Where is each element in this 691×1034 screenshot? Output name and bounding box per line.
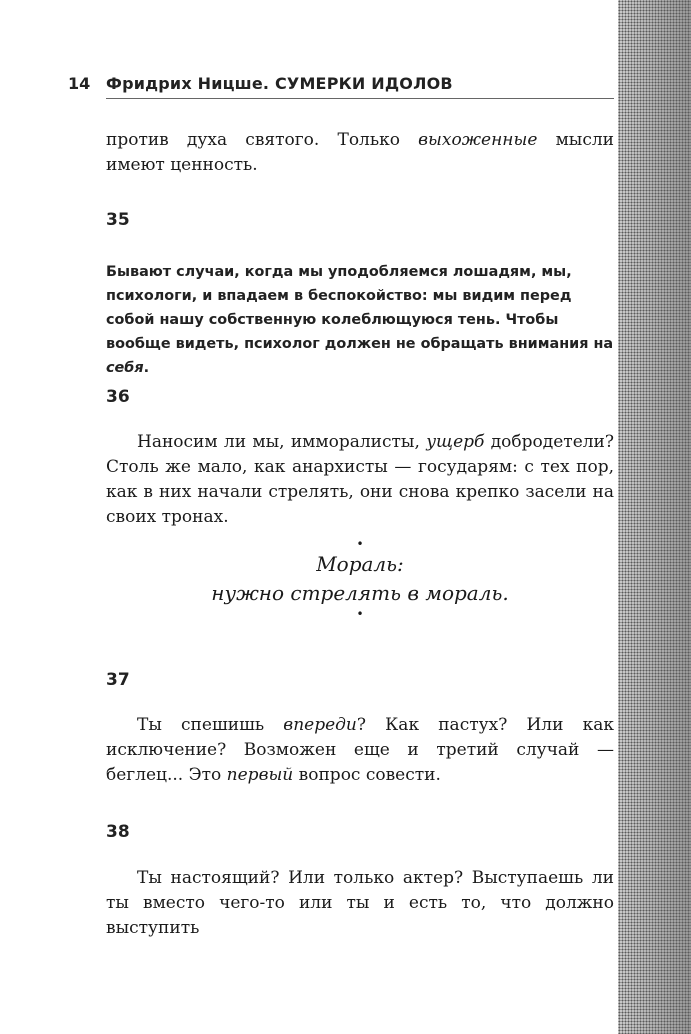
text-run: вопрос совести. (293, 765, 441, 785)
text-run: Бывают случаи, когда мы уподобляемся лошадям, мы, психологи, и впадаем в беспокойство: мы видим перед собой нашу собственную колеблющуюся тень. Чтобы вообще видеть, психолог должен не обращать внимания на (106, 264, 614, 352)
text-run: Наносим ли мы, имморалисты, (137, 432, 427, 452)
text-run: . (143, 360, 150, 376)
bullet-bottom: • (356, 607, 364, 621)
section-36-block (106, 430, 614, 530)
text-run: мысли имеют ценность. (106, 130, 614, 175)
motto-line-2: нужно стрелять в мораль. (211, 581, 509, 605)
page-edge-texture (618, 0, 691, 1034)
emphasis: себя (106, 360, 144, 376)
aphorism-37 (106, 713, 614, 788)
section-number-37: 37 (106, 670, 130, 690)
section-number-36: 36 (106, 387, 130, 407)
aphorism-38: Ты настоящий? Или только актер? Выступаешь ли ты вместо чего-то или ты и есть то, что должно выступить (106, 868, 614, 938)
bullet-top: • (356, 537, 364, 551)
text-run: добродетели? Столь же мало, как анархисты — государям: с тех пор, как в них начали стрелять, они снова крепко засели на своих тронах. (106, 432, 614, 527)
text-run: Ты спешишь (137, 715, 284, 735)
motto-line-1: Мораль: (316, 552, 404, 576)
text-run: против духа святого. Только (106, 130, 419, 150)
header-rule (106, 98, 614, 99)
section-35-block (106, 260, 614, 380)
page-number: 14 (68, 74, 91, 93)
emphasis: впереди (283, 715, 357, 735)
section-38-block (106, 866, 614, 941)
emphasis: выхоженные (418, 130, 538, 150)
section-37-block (106, 713, 614, 788)
top-paragraph-block (106, 128, 614, 178)
top-paragraph (106, 128, 614, 178)
emphasis: ущерб (426, 432, 485, 452)
section-number-35: 35 (106, 210, 130, 230)
text-run: ? Как пастух? Или как исключение? Возможен еще и третий случай — беглец... Это (106, 715, 614, 785)
motto-block (106, 538, 614, 620)
aphorism-36 (106, 430, 614, 530)
aphorism-35 (106, 260, 614, 380)
emphasis: первый (226, 765, 294, 785)
running-title: Фридрих Ницше. СУМЕРКИ ИДОЛОВ (106, 74, 453, 93)
section-number-38: 38 (106, 822, 130, 842)
